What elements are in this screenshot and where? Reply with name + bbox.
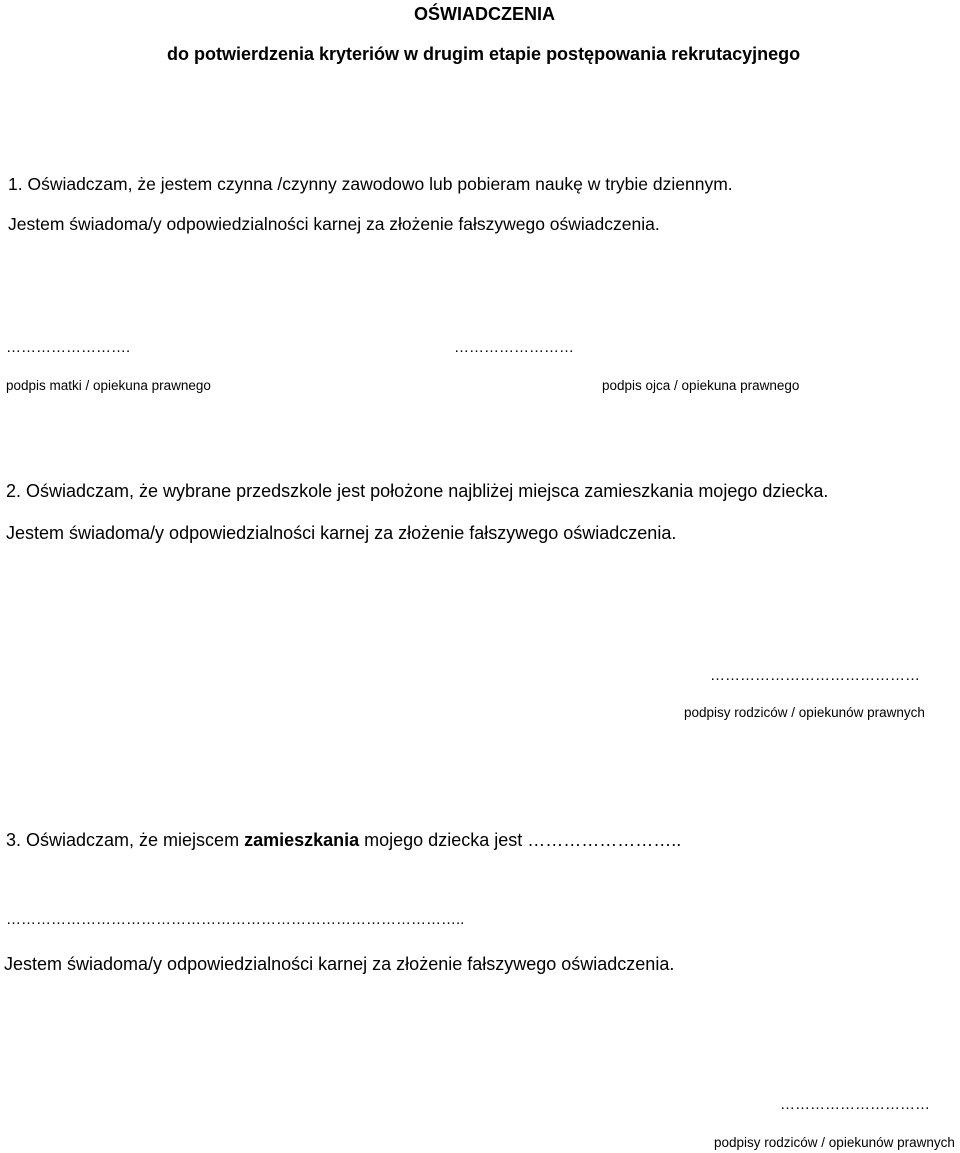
document-title: OŚWIADCZENIA xyxy=(414,4,555,24)
father-signature-label: podpis ojca / opiekuna prawnego xyxy=(602,378,800,393)
statement-3-prefix: 3. Oświadczam, że miejscem xyxy=(6,830,245,850)
responsibility-2: Jestem świadoma/y odpowiedzialności karnej za złożenie fałszywego oświadczenia. xyxy=(6,523,677,543)
responsibility-1: Jestem świadoma/y odpowiedzialności karnej za złożenie fałszywego oświadczenia. xyxy=(8,214,660,234)
father-signature-line: …………………… xyxy=(454,339,574,356)
statement-3-bold-word: zamieszkania xyxy=(244,830,360,850)
responsibility-3: Jestem świadoma/y odpowiedzialności karnej za złożenie fałszywego oświadczenia. xyxy=(4,954,675,974)
statement-1: 1. Oświadczam, że jestem czynna /czynny zawodowo lub pobieram naukę w trybie dziennym. xyxy=(8,174,733,194)
mother-signature-line: ……………………. xyxy=(6,339,131,356)
parents-signature-line-3: ………………………… xyxy=(780,1096,930,1113)
document-subtitle: do potwierdzenia kryteriów w drugim etapie postępowania rekrutacyjnego xyxy=(167,44,801,64)
statement-3 xyxy=(6,831,681,849)
statement-2: 2. Oświadczam, że wybrane przedszkole jest położone najbliżej miejsca zamieszkania mojego dziecka. xyxy=(6,481,829,501)
mother-signature-label: podpis matki / opiekuna prawnego xyxy=(6,378,211,393)
parents-signature-label-3: podpisy rodziców / opiekunów prawnych xyxy=(714,1135,955,1150)
address-continuation-line: ……………………………………………………………………………….. xyxy=(6,911,465,928)
parents-signature-label-2: podpisy rodziców / opiekunów prawnych xyxy=(684,705,925,720)
statement-3-suffix: mojego dziecka jest …………………….. xyxy=(359,830,682,850)
parents-signature-line-2: …………………………………… xyxy=(710,667,920,684)
